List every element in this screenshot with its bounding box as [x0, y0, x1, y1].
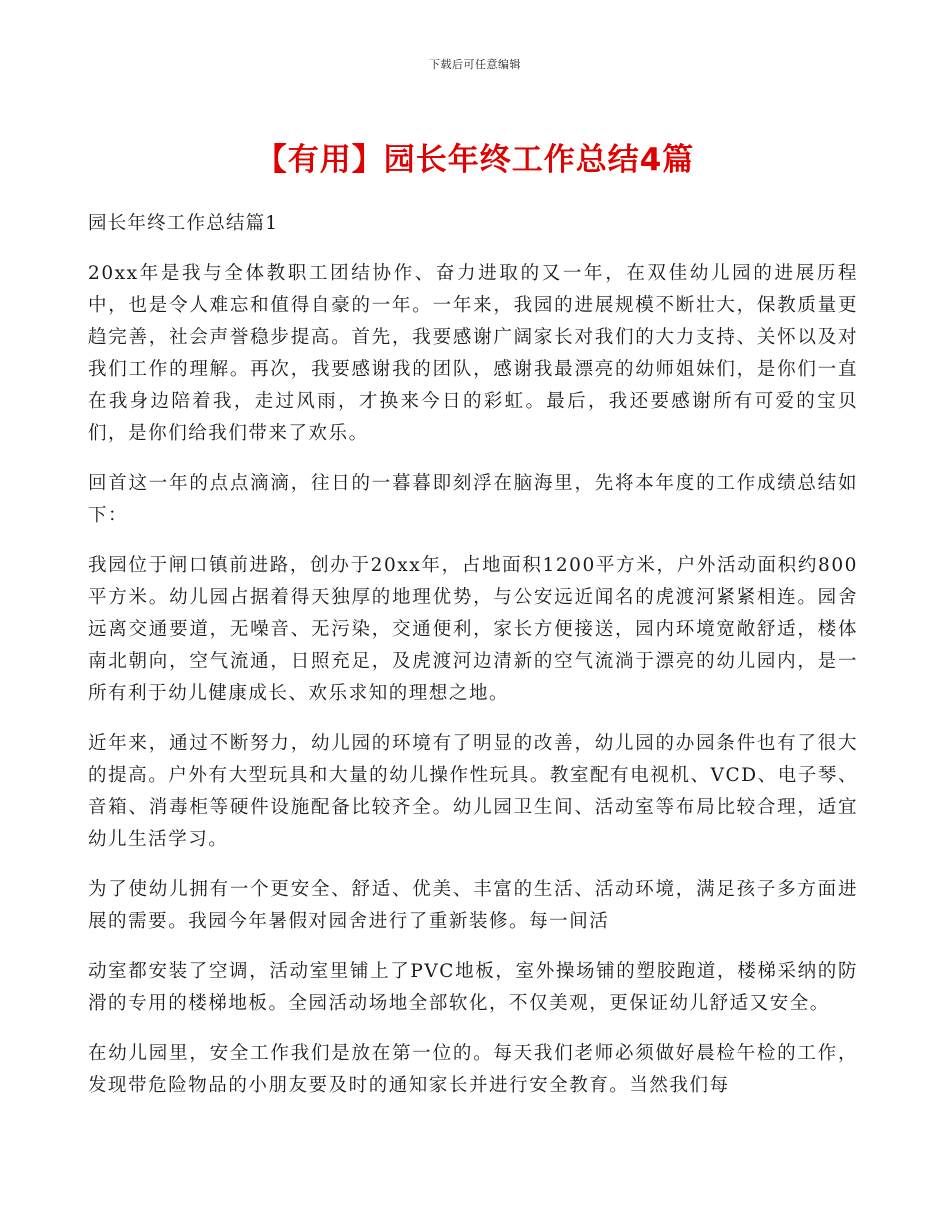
paragraph-7: 在幼儿园里，安全工作我们是放在第一位的。每天我们老师必须做好晨检午检的工作，发现带危险物品的小朋友要及时的通知家长并进行安全教育。当然我们每 — [88, 1043, 858, 1096]
section-subtitle: 园长年终工作总结篇1 — [88, 213, 279, 234]
paragraph-4: 近年来，通过不断努力，幼儿园的环境有了明显的改善，幼儿园的办园条件也有了很大的提高。户外有大型玩具和大量的幼儿操作性玩具。教室配有电视机、VCD、电子琴、音箱、消毒柜等硬件设施配备比较齐全。幼儿园卫生间、活动室等布局比较合理，适宜幼儿生活学习。 — [88, 733, 858, 850]
header-note: 下载后可任意编辑 — [429, 58, 521, 71]
paragraph-6: 动室都安装了空调，活动室里铺上了PVC地板，室外操场铺的塑胶跑道，楼梯采纳的防滑的专用的楼梯地板。全园活动场地全部软化，不仅美观，更保证幼儿舒适又安全。 — [88, 961, 858, 1014]
paragraph-5: 为了使幼儿拥有一个更安全、舒适、优美、丰富的生活、活动环境，满足孩子多方面进展的需要。我园今年暑假对园舍进行了重新装修。每一间活 — [88, 879, 858, 932]
document-title: 【有用】园长年终工作总结4篇 — [255, 142, 695, 178]
paragraph-1: 20xx年是我与全体教职工团结协作、奋力进取的又一年，在双佳幼儿园的进展历程中，也是令人难忘和值得自豪的一年。一年来，我园的进展规模不断壮大，保教质量更趋完善，社会声誉稳步提高。首先，我要感谢广阔家长对我们的大力支持、关怀以及对我们工作的理解。再次，我要感谢我的团队，感谢我最漂亮的幼师姐妹们，是你们一直在我身边陪着我，走过风雨，才换来今日的彩虹。最后，我还要感谢所有可爱的宝贝们，是你们给我们带来了欢乐。 — [88, 263, 858, 444]
document-body — [88, 208, 858, 1120]
paragraph-2: 回首这一年的点点滴滴，往日的一暮暮即刻浮在脑海里，先将本年度的工作成绩总结如下： — [88, 473, 858, 526]
paragraph-3: 我园位于闸口镇前进路，创办于20xx年，占地面积1200平方米，户外活动面积约800平方米。幼儿园占据着得天独厚的地理优势，与公安远近闻名的虎渡河紧紧相连。园舍远离交通要道，无噪音、无污染，交通便利，家长方便接送，园内环境宽敞舒适，楼体南北朝向，空气流通，日照充足，及虎渡河边清新的空气流淌于漂亮的幼儿园内，是一所有利于幼儿健康成长、欢乐求知的理想之地。 — [88, 555, 858, 704]
